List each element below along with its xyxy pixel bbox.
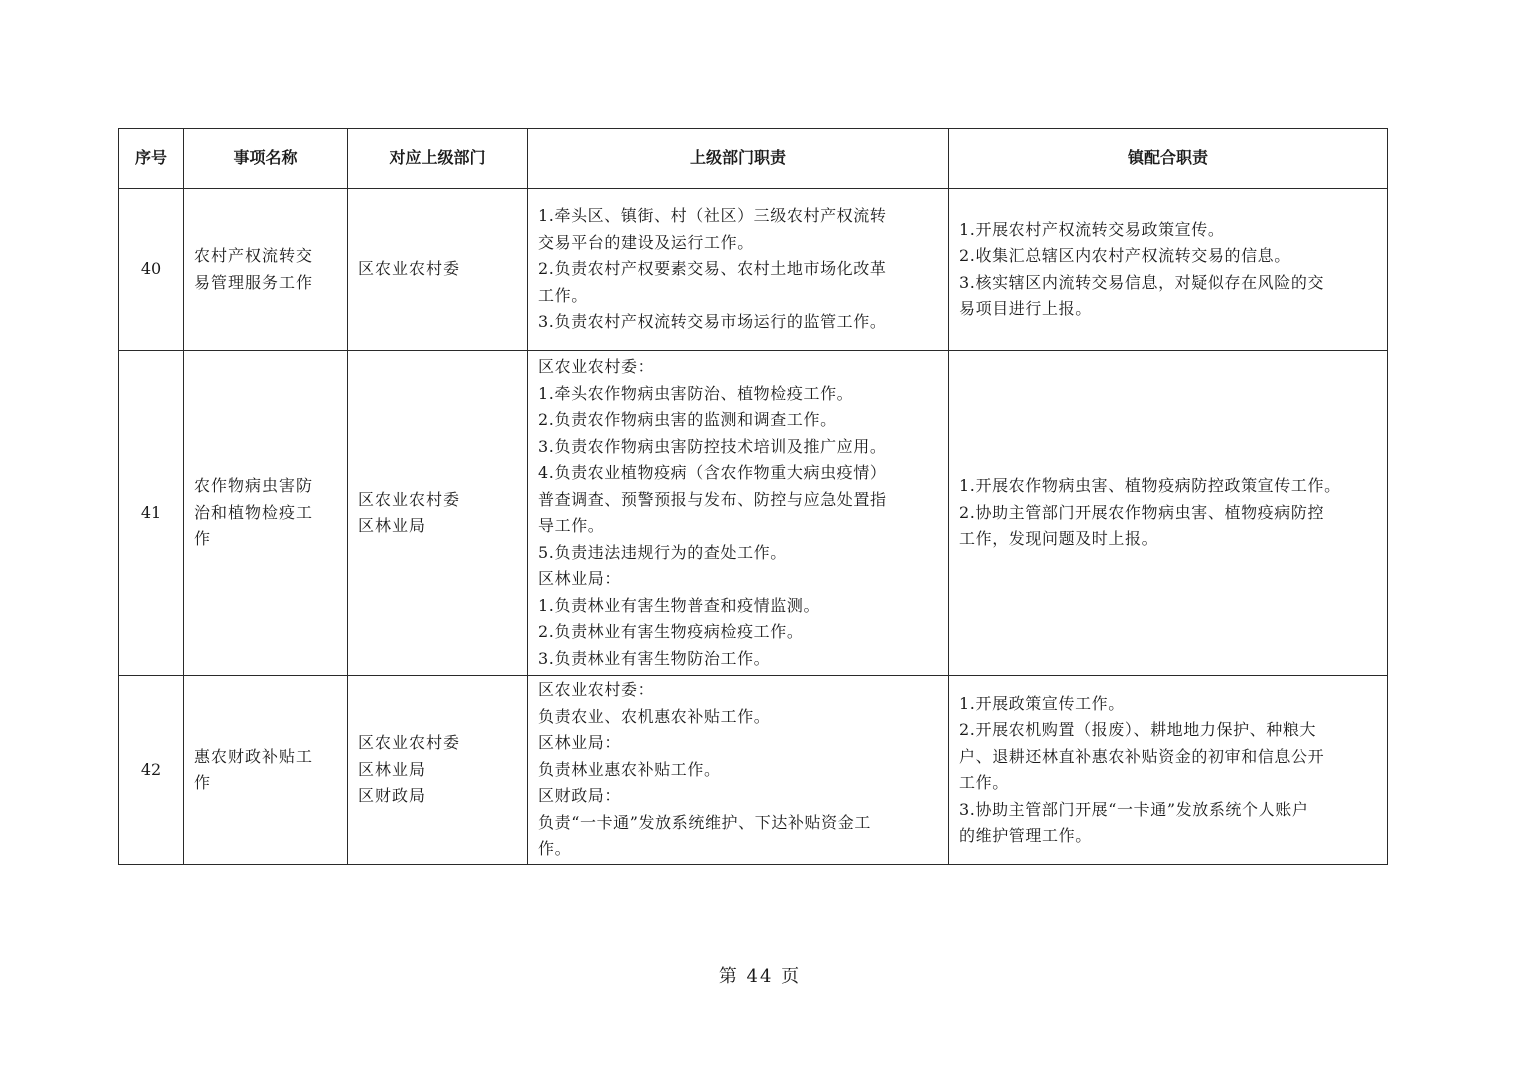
- duty-table: [118, 128, 1388, 865]
- cell-line: 负责林业惠农补贴工作。: [538, 759, 721, 779]
- cell-line: 工作。: [538, 285, 588, 305]
- cell-town: [949, 676, 1388, 865]
- table-header-row: [119, 129, 1388, 189]
- cell-line: 作: [194, 529, 212, 549]
- cell-line: 1.开展农作物病虫害、植物疫病防控政策宣传工作。: [959, 476, 1341, 496]
- cell-line: 区农业农村委：: [538, 680, 655, 700]
- cell-line: 2.收集汇总辖区内农村产权流转交易的信息。: [959, 246, 1291, 265]
- cell-line: 工作。: [959, 773, 1009, 792]
- cell-line: 负责农业、农机惠农补贴工作。: [538, 706, 771, 726]
- cell-line: 易管理服务工作: [194, 272, 314, 292]
- cell-line: 2.协助主管部门开展农作物病虫害、植物疫病防控: [959, 502, 1325, 522]
- cell-line: 户、退耕还林直补惠农补贴资金的初审和信息公开: [959, 746, 1325, 766]
- cell-town: [949, 189, 1388, 351]
- cell-line: 2.负责农作物病虫害的监测和调查工作。: [538, 410, 837, 429]
- cell-duties: [528, 676, 949, 865]
- cell-line: 作: [194, 773, 212, 792]
- cell-line: 导工作。: [538, 516, 605, 535]
- cell-line: 农作物病虫害防: [194, 476, 314, 496]
- cell-line: 1.牵头区、镇街、村（社区）三级农村产权流转: [538, 206, 887, 226]
- cell-line: 1.开展政策宣传工作。: [959, 693, 1125, 713]
- cell-line: 区财政局：: [538, 786, 622, 806]
- cell-duties: [528, 351, 949, 676]
- cell-town: [949, 351, 1388, 676]
- cell-line: 作。: [538, 839, 572, 859]
- cell-line: 4.负责农业植物疫病（含农作物重大病虫疫情）: [538, 463, 887, 482]
- cell-line: 的维护管理工作。: [959, 826, 1092, 845]
- cell-dept: [348, 676, 528, 865]
- cell-line: 1.开展农村产权流转交易政策宣传。: [959, 219, 1225, 239]
- cell-line: 3.负责农作物病虫害防控技术培训及推广应用。: [538, 436, 887, 456]
- cell-name: [184, 189, 348, 351]
- cell-line: 区林业局：: [538, 569, 622, 588]
- cell-line: 工作，发现问题及时上报。: [959, 529, 1159, 549]
- header-num: 序号: [119, 129, 184, 189]
- cell-line: 易项目进行上报。: [959, 299, 1092, 318]
- cell-line: 1.牵头农作物病虫害防治、植物检疫工作。: [538, 383, 854, 403]
- cell-line: 2.负责农村产权要素交易、农村土地市场化改革: [538, 259, 887, 279]
- header-town: 镇配合职责: [949, 129, 1388, 189]
- cell-num: 41: [119, 351, 184, 676]
- header-name: 事项名称: [184, 129, 348, 189]
- cell-line: 区农业农村委：: [538, 357, 655, 376]
- cell-dept: [348, 189, 528, 351]
- cell-line: 农村产权流转交: [194, 246, 314, 265]
- cell-line: 2.开展农机购置（报废）、耕地地力保护、种粮大: [959, 720, 1317, 739]
- cell-num: 40: [119, 189, 184, 351]
- cell-dept: [348, 351, 528, 676]
- header-duties: 上级部门职责: [528, 129, 949, 189]
- cell-name: [184, 351, 348, 676]
- cell-line: 区农业农村委: [358, 259, 461, 279]
- cell-line: 普查调查、预警预报与发布、防控与应急处置指: [538, 489, 887, 509]
- table-row: [119, 351, 1388, 676]
- header-dept: 对应上级部门: [348, 129, 528, 189]
- cell-name: [184, 676, 348, 865]
- cell-line: 2.负责林业有害生物疫病检疫工作。: [538, 622, 804, 641]
- table-row: [119, 189, 1388, 351]
- cell-line: 区财政局: [358, 786, 427, 806]
- cell-line: 5.负责违法违规行为的查处工作。: [538, 542, 787, 562]
- cell-line: 区林业局：: [538, 733, 622, 753]
- cell-line: 惠农财政补贴工: [194, 746, 314, 766]
- cell-duties: [528, 189, 949, 351]
- cell-num: 42: [119, 676, 184, 865]
- cell-line: 治和植物检疫工: [194, 502, 314, 522]
- cell-line: 1.负责林业有害生物普查和疫情监测。: [538, 595, 821, 615]
- cell-line: 交易平台的建设及运行工作。: [538, 232, 754, 252]
- cell-line: 3.核实辖区内流转交易信息，对疑似存在风险的交: [959, 272, 1325, 292]
- table-row: [119, 676, 1388, 865]
- cell-line: 区农业农村委: [358, 733, 461, 753]
- cell-line: 区林业局: [358, 516, 427, 535]
- cell-line: 负责“一卡通”发放系统维护、下达补贴资金工: [538, 812, 871, 832]
- cell-line: 3.负责林业有害生物防治工作。: [538, 648, 771, 668]
- cell-line: 区农业农村委: [358, 489, 461, 509]
- cell-line: 区林业局: [358, 759, 427, 779]
- cell-line: 3.协助主管部门开展“一卡通”发放系统个人账户: [959, 799, 1309, 819]
- cell-line: 3.负责农村产权流转交易市场运行的监管工作。: [538, 312, 887, 332]
- page-number: 第 44 页: [718, 966, 802, 987]
